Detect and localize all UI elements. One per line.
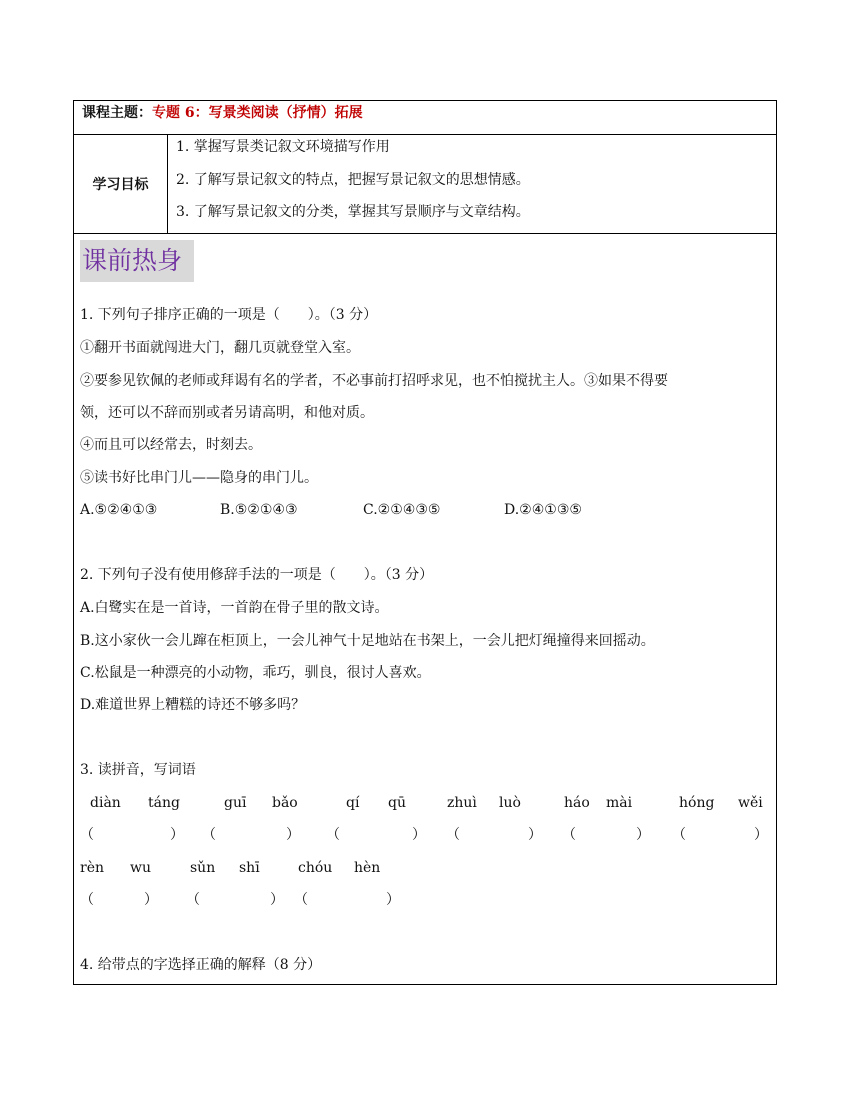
question-1-option-b: B.⑤②①④③ xyxy=(220,502,298,518)
pinyin: luò xyxy=(499,795,521,811)
pinyin: chóu xyxy=(298,860,333,876)
pinyin: sǔn xyxy=(190,860,216,876)
question-1-sentence: 领，还可以不辞而别或者另请高明，和他对质。 xyxy=(80,405,374,421)
answer-blank-open: （ xyxy=(80,827,94,843)
question-3-stem: 3. 读拼音，写词语 xyxy=(80,762,196,778)
pinyin: mài xyxy=(606,795,633,811)
pinyin: diàn xyxy=(90,795,121,811)
pinyin: táng xyxy=(148,795,180,811)
answer-blank-close: ） xyxy=(386,892,400,908)
pinyin: rèn xyxy=(80,860,104,876)
question-2-option-c: C.松鼠是一种漂亮的小动物，乖巧，驯良，很讨人喜欢。 xyxy=(80,665,431,681)
answer-blank-close: ） xyxy=(636,827,650,843)
answer-blank-close: ） xyxy=(528,827,542,843)
answer-blank-open: （ xyxy=(446,827,460,843)
question-1-sentence: ②要参见钦佩的老师或拜谒有名的学者，不必事前打招呼求见，也不怕搅扰主人。③如果不得要 xyxy=(80,373,668,389)
pinyin: qū xyxy=(388,795,406,811)
answer-blank-close: ） xyxy=(286,827,300,843)
answer-blank-open: （ xyxy=(186,892,200,908)
goal-item: 3. 了解写景记叙文的分类，掌握其写景顺序与文章结构。 xyxy=(176,204,530,220)
answer-blank-open: （ xyxy=(294,892,308,908)
answer-blank-close: ） xyxy=(270,892,284,908)
section-title: 课前热身 xyxy=(80,240,194,282)
question-1-sentence: ④而且可以经常去，时刻去。 xyxy=(80,437,262,453)
pinyin: hóng xyxy=(679,795,715,811)
goal-item: 1. 掌握写景类记叙文环境描写作用 xyxy=(176,139,390,155)
answer-blank-close: ） xyxy=(412,827,426,843)
answer-blank-open: （ xyxy=(672,827,686,843)
worksheet-table xyxy=(73,100,777,985)
answer-blank-close: ） xyxy=(170,827,184,843)
question-2-option-a: A.白鹭实在是一首诗，一首韵在骨子里的散文诗。 xyxy=(80,600,389,616)
pinyin: wěi xyxy=(738,795,763,811)
pinyin: bǎo xyxy=(272,795,298,811)
answer-blank-open: （ xyxy=(80,892,94,908)
question-1-sentence: ⑤读书好比串门儿——隐身的串门儿。 xyxy=(80,470,318,486)
answer-blank-open: （ xyxy=(562,827,576,843)
question-1-stem: 1. 下列句子排序正确的一项是（ ）。（3 分） xyxy=(80,307,378,323)
pinyin: háo xyxy=(564,795,590,811)
topic-title: 专题 6：写景类阅读（抒情）拓展 xyxy=(152,105,363,121)
topic-row xyxy=(74,101,776,135)
question-1-option-d: D.②④①③⑤ xyxy=(504,502,582,518)
pinyin: shī xyxy=(239,860,260,876)
question-4-stem: 4. 给带点的字选择正确的解释（8 分） xyxy=(80,957,322,973)
question-2-stem: 2. 下列句子没有使用修辞手法的一项是（ ）。（3 分） xyxy=(80,567,434,583)
learning-goals-row xyxy=(74,135,776,234)
answer-blank-close: ） xyxy=(144,892,158,908)
goal-item: 2. 了解写景记叙文的特点，把握写景记叙文的思想情感。 xyxy=(176,172,530,188)
question-1-option-c: C.②①④③⑤ xyxy=(363,502,441,518)
question-2-option-b: B.这小家伙一会儿蹿在柜顶上，一会儿神气十足地站在书架上，一会儿把灯绳撞得来回摇动。 xyxy=(80,633,655,649)
pinyin: hèn xyxy=(354,860,381,876)
question-1-option-a: A.⑤②④①③ xyxy=(80,502,158,518)
pinyin: zhuì xyxy=(447,795,477,811)
pinyin: wu xyxy=(130,860,151,876)
answer-blank-open: （ xyxy=(326,827,340,843)
learning-goals-label: 学习目标 xyxy=(74,135,168,233)
pinyin: qí xyxy=(346,795,360,811)
question-1-sentence: ①翻开书面就闯进大门，翻几页就登堂入室。 xyxy=(80,340,360,356)
answer-blank-close: ） xyxy=(754,827,768,843)
question-2-option-d: D.难道世界上糟糕的诗还不够多吗？ xyxy=(80,697,306,713)
answer-blank-open: （ xyxy=(202,827,216,843)
topic-label: 课程主题： xyxy=(82,105,152,121)
pinyin: guī xyxy=(224,795,247,811)
